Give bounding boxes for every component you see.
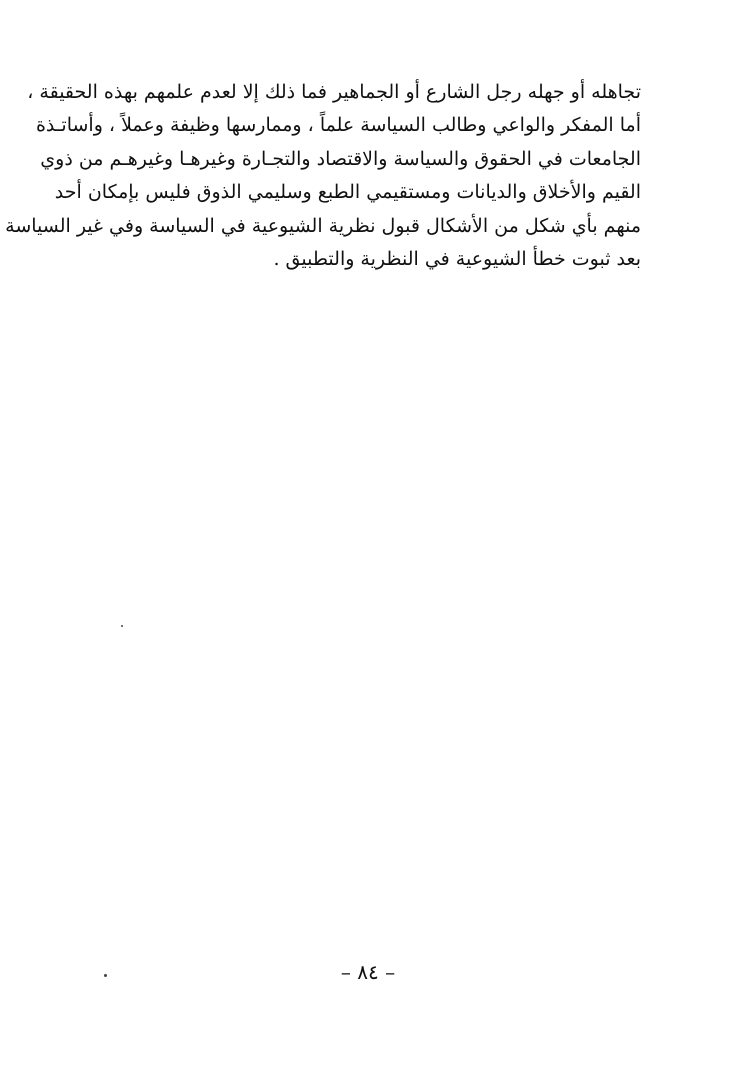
text-line-6: بعد ثبوت خطأ الشيوعية في النظرية والتطبيق .	[273, 247, 641, 270]
text-line-5: منهم بأي شكل من الأشكال قبول نظرية الشيوعية في السياسة وفي غير السياسة	[5, 214, 641, 237]
text-line-2: أما المفكر والواعي وطالب السياسة علماً ، وممارسها وظيفة وعملاً ، وأساتـذة	[35, 114, 641, 137]
body-paragraph	[5, 76, 641, 276]
scan-speck	[121, 625, 123, 627]
page-number: – ٨٤ –	[340, 960, 396, 984]
scan-speck	[104, 974, 107, 977]
text-line-1: تجاهله أو جهله رجل الشارع أو الجماهير فما ذلك إلا لعدم علمهم بهذه الحقيقة ،	[27, 81, 641, 103]
text-line-4: القيم والأخلاق والديانات ومستقيمي الطبع وسليمي الذوق فليس بإمكان أحد	[54, 181, 641, 204]
text-line-3: الجامعات في الحقوق والسياسة والاقتصاد والتجـارة وغيرهـا وغيرهـم من ذوي	[40, 147, 641, 170]
